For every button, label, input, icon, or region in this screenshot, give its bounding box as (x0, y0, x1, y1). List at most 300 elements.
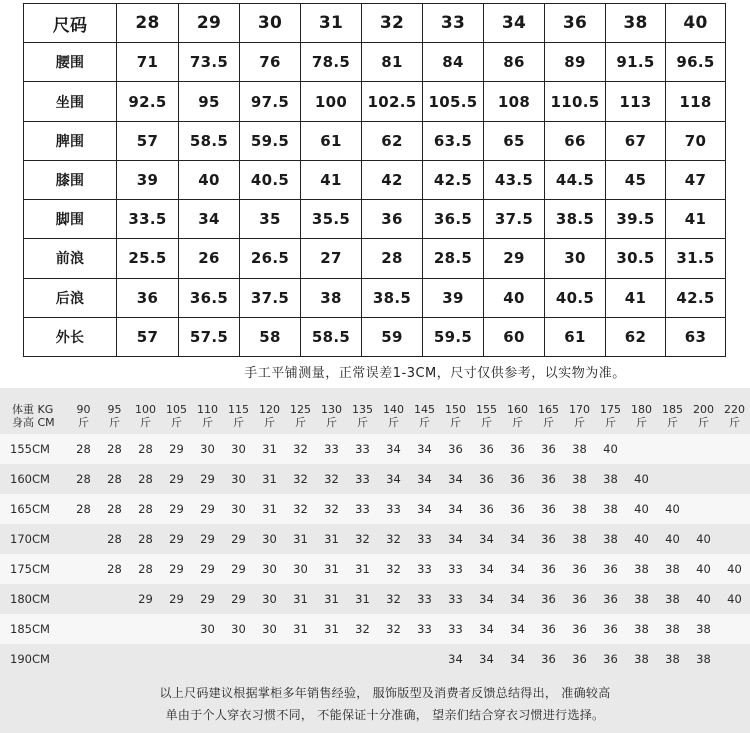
weight-header-cell (626, 398, 657, 434)
recommended-size-cell: 29 (169, 472, 184, 486)
recommended-size-cell: 29 (200, 592, 215, 606)
recommended-size-cell: 33 (409, 614, 440, 644)
weight-value: 165 (538, 403, 559, 416)
recommended-size-cell: 36 (502, 494, 533, 524)
size-header-cell: 32 (362, 4, 423, 43)
weight-unit: 斤 (78, 416, 89, 429)
weight-header-cell (502, 398, 533, 434)
weight-unit: 斤 (574, 416, 585, 429)
recommended-size-cell: 29 (231, 592, 246, 606)
recommended-size-cell: 34 (448, 652, 463, 666)
height-label: 185CM (0, 614, 68, 644)
footer-line-2: 单由于个人穿衣习惯不同， 不能保证十分准确， 望亲们结合穿衣习惯进行选择。 (165, 708, 605, 722)
recommended-size-cell: 34 (510, 532, 525, 546)
size-header-cell: 29 (179, 4, 240, 43)
recommended-size-cell: 38 (564, 434, 595, 464)
recommended-size-cell (285, 644, 316, 674)
recommended-size-cell: 30 (262, 532, 277, 546)
recommended-size-cell: 34 (448, 532, 463, 546)
measure-value: 39 (117, 160, 179, 199)
recommended-size-cell: 38 (603, 472, 618, 486)
weight-header-cell (254, 398, 285, 434)
weight-header-cell (223, 398, 254, 434)
measure-value: 58.5 (301, 317, 362, 356)
recommended-size-cell (347, 644, 378, 674)
recommended-size-cell: 34 (386, 472, 401, 486)
weight-value: 160 (507, 403, 528, 416)
measure-value: 37.5 (484, 200, 545, 239)
weight-header-cell (192, 398, 223, 434)
size-header-cell: 28 (117, 4, 179, 43)
measure-label: 外长 (24, 317, 117, 356)
measure-value: 105.5 (423, 82, 484, 121)
recommended-size-cell: 38 (626, 614, 657, 644)
measure-label: 前浪 (24, 239, 117, 278)
measure-value: 58.5 (179, 121, 240, 160)
recommended-size-cell (99, 614, 130, 644)
recommended-size-cell: 31 (355, 592, 370, 606)
recommended-size-cell: 34 (417, 472, 432, 486)
recommended-size-cell: 31 (262, 472, 277, 486)
recommended-size-cell: 32 (386, 592, 401, 606)
weight-axis-label: 体重 KG (12, 403, 54, 416)
recommended-size-cell: 34 (409, 434, 440, 464)
recommended-size-cell (719, 614, 750, 644)
recommended-size-cell: 34 (502, 554, 533, 584)
weight-header-cell (409, 398, 440, 434)
recommended-size-cell: 30 (254, 554, 285, 584)
recommended-size-cell (719, 644, 750, 674)
weight-unit: 斤 (729, 416, 740, 429)
recommended-size-cell: 31 (293, 592, 308, 606)
recommended-size-cell: 32 (347, 614, 378, 644)
measure-value: 76 (240, 43, 301, 82)
recommended-size-cell: 30 (262, 592, 277, 606)
measure-value: 30 (545, 239, 606, 278)
recommended-size-cell: 40 (595, 434, 626, 464)
measure-value: 65 (484, 121, 545, 160)
measure-value: 73.5 (179, 43, 240, 82)
recommended-size-cell: 29 (169, 532, 184, 546)
recommended-size-cell: 28 (107, 532, 122, 546)
recommended-size-cell: 31 (316, 614, 347, 644)
weight-unit: 斤 (264, 416, 275, 429)
measure-value: 59.5 (240, 121, 301, 160)
measure-value: 40.5 (545, 278, 606, 317)
recommended-size-cell: 36 (533, 494, 564, 524)
measure-value: 61 (301, 121, 362, 160)
weight-value: 105 (166, 403, 187, 416)
recommended-size-cell: 38 (665, 592, 680, 606)
weight-height-header (0, 398, 68, 434)
recommended-size-cell (68, 554, 99, 584)
recommended-size-cell: 31 (285, 614, 316, 644)
measure-value: 33.5 (117, 200, 179, 239)
recommended-size-cell: 36 (603, 652, 618, 666)
recommended-size-cell: 33 (347, 434, 378, 464)
recommended-size-cell: 38 (564, 494, 595, 524)
size-header-label: 尺码 (24, 4, 117, 43)
weight-header-cell (719, 398, 750, 434)
recommended-size-cell: 38 (626, 554, 657, 584)
recommended-size-cell: 40 (665, 532, 680, 546)
recommended-size-cell: 28 (68, 494, 99, 524)
recommended-size-cell (68, 614, 99, 644)
recommended-size-cell: 33 (417, 532, 432, 546)
recommended-size-cell: 36 (595, 554, 626, 584)
measure-value: 38 (301, 278, 362, 317)
recommended-size-cell (254, 644, 285, 674)
recommended-size-cell: 31 (254, 494, 285, 524)
measure-value: 38.5 (362, 278, 423, 317)
recommended-size-cell: 33 (355, 472, 370, 486)
size-header-cell: 38 (606, 4, 666, 43)
weight-header-cell (471, 398, 502, 434)
weight-unit: 斤 (233, 416, 244, 429)
recommended-size-cell: 29 (138, 592, 153, 606)
weight-unit: 斤 (481, 416, 492, 429)
weight-value: 110 (197, 403, 218, 416)
recommended-size-cell: 40 (696, 532, 711, 546)
recommended-size-cell (161, 644, 192, 674)
recommended-size-cell: 29 (192, 494, 223, 524)
recommended-size-cell: 38 (634, 592, 649, 606)
size-measure-row (24, 43, 726, 82)
weight-value: 170 (569, 403, 590, 416)
size-measure-row (24, 317, 726, 356)
measure-value: 63 (666, 317, 726, 356)
weight-unit: 斤 (109, 416, 120, 429)
measure-value: 26 (179, 239, 240, 278)
measure-value: 34 (179, 200, 240, 239)
size-header-cell: 30 (240, 4, 301, 43)
size-header-cell: 36 (545, 4, 606, 43)
measure-value: 95 (179, 82, 240, 121)
weight-unit: 斤 (512, 416, 523, 429)
measure-value: 29 (484, 239, 545, 278)
measure-value: 57 (117, 121, 179, 160)
measure-value: 110.5 (545, 82, 606, 121)
measure-value: 40 (179, 160, 240, 199)
recommended-size-cell: 31 (293, 532, 308, 546)
weight-value: 185 (662, 403, 683, 416)
recommended-size-cell: 32 (285, 434, 316, 464)
measure-label: 膝围 (24, 160, 117, 199)
recommended-size-cell: 30 (254, 614, 285, 644)
weight-header-cell (564, 398, 595, 434)
measure-value: 81 (362, 43, 423, 82)
size-measure-row (24, 200, 726, 239)
recommended-size-cell: 36 (541, 532, 556, 546)
recommended-size-cell: 34 (440, 494, 471, 524)
size-chart-table (23, 3, 726, 357)
recommended-size-cell: 38 (572, 532, 587, 546)
recommendation-row (0, 464, 750, 494)
measure-value: 26.5 (240, 239, 301, 278)
recommended-size-cell: 36 (471, 494, 502, 524)
recommended-size-cell: 38 (696, 652, 711, 666)
weight-value: 220 (724, 403, 745, 416)
recommended-size-cell (192, 644, 223, 674)
recommended-size-cell: 36 (572, 652, 587, 666)
footer-disclaimer (0, 682, 750, 726)
weight-unit: 斤 (357, 416, 368, 429)
recommended-size-cell: 31 (324, 532, 339, 546)
size-measure-row (24, 239, 726, 278)
measure-label: 坐围 (24, 82, 117, 121)
recommended-size-cell (719, 464, 750, 494)
measure-value: 27 (301, 239, 362, 278)
weight-value: 140 (383, 403, 404, 416)
recommendation-row (0, 524, 750, 554)
measure-value: 47 (666, 160, 726, 199)
recommended-size-cell: 34 (479, 652, 494, 666)
recommended-size-cell: 36 (510, 472, 525, 486)
recommended-size-cell: 38 (634, 652, 649, 666)
recommended-size-cell: 32 (316, 494, 347, 524)
recommended-size-cell: 36 (479, 472, 494, 486)
recommended-size-cell (688, 494, 719, 524)
weight-value: 135 (352, 403, 373, 416)
recommended-size-cell (626, 434, 657, 464)
recommended-size-cell: 34 (378, 434, 409, 464)
recommended-size-cell: 31 (324, 592, 339, 606)
measure-value: 31.5 (666, 239, 726, 278)
recommended-size-cell: 33 (417, 592, 432, 606)
recommended-size-cell: 34 (510, 652, 525, 666)
recommended-size-cell: 29 (161, 494, 192, 524)
recommended-size-cell (223, 644, 254, 674)
weight-value: 180 (631, 403, 652, 416)
recommended-size-cell (688, 434, 719, 464)
weight-header-cell (130, 398, 161, 434)
recommended-size-cell: 29 (161, 554, 192, 584)
recommended-size-cell: 40 (626, 494, 657, 524)
recommended-size-cell: 31 (316, 554, 347, 584)
recommended-size-cell: 30 (192, 434, 223, 464)
weight-value: 125 (290, 403, 311, 416)
recommended-size-cell: 32 (324, 472, 339, 486)
weight-header-cell (533, 398, 564, 434)
measure-value: 37.5 (240, 278, 301, 317)
recommended-size-cell: 28 (138, 472, 153, 486)
recommended-size-cell: 36 (533, 434, 564, 464)
recommended-size-cell: 29 (192, 554, 223, 584)
recommended-size-cell: 32 (378, 614, 409, 644)
recommended-size-cell: 36 (440, 434, 471, 464)
height-label: 190CM (10, 652, 50, 666)
measure-value: 91.5 (606, 43, 666, 82)
size-header-cell: 33 (423, 4, 484, 43)
measure-value: 58 (240, 317, 301, 356)
recommended-size-cell: 40 (688, 554, 719, 584)
recommended-size-cell: 32 (285, 494, 316, 524)
weight-header-cell (68, 398, 99, 434)
measurement-note: 手工平铺测量，正常误差1-3CM，尺寸仅供参考，以实物为准。 (244, 366, 626, 381)
recommended-size-cell: 28 (130, 494, 161, 524)
measure-value: 36.5 (423, 200, 484, 239)
recommended-size-cell: 30 (285, 554, 316, 584)
measure-value: 89 (545, 43, 606, 82)
recommended-size-cell: 33 (378, 494, 409, 524)
recommended-size-cell (657, 464, 688, 494)
weight-unit: 斤 (543, 416, 554, 429)
recommended-size-cell: 36 (533, 554, 564, 584)
weight-value: 95 (107, 403, 122, 416)
recommended-size-cell: 32 (386, 532, 401, 546)
recommended-size-cell: 33 (316, 434, 347, 464)
measure-value: 36.5 (179, 278, 240, 317)
measure-label: 后浪 (24, 278, 117, 317)
size-measure-row (24, 82, 726, 121)
measure-value: 57.5 (179, 317, 240, 356)
recommended-size-cell: 28 (107, 472, 122, 486)
recommended-size-cell: 28 (130, 434, 161, 464)
recommendation-row (0, 614, 750, 644)
height-axis-label: 身高 CM (12, 416, 55, 429)
weight-value: 150 (445, 403, 466, 416)
recommendation-row (0, 644, 750, 674)
recommendation-row (0, 584, 750, 614)
recommended-size-cell: 36 (572, 592, 587, 606)
recommendation-header-row (0, 398, 750, 434)
recommended-size-cell (68, 644, 99, 674)
weight-value: 90 (76, 403, 91, 416)
recommended-size-cell: 36 (502, 434, 533, 464)
measure-value: 41 (301, 160, 362, 199)
recommended-size-cell: 30 (231, 472, 246, 486)
recommended-size-cell: 32 (293, 472, 308, 486)
size-header-row (24, 4, 726, 43)
recommended-size-cell: 34 (471, 614, 502, 644)
recommended-size-cell: 28 (130, 554, 161, 584)
recommended-size-cell: 36 (564, 554, 595, 584)
measure-value: 67 (606, 121, 666, 160)
footer-line-1: 以上尺码建议根据掌柜多年销售经验， 服饰版型及消费者反馈总结得出， 准确较高 (159, 686, 611, 700)
recommended-size-cell: 34 (510, 592, 525, 606)
size-measure-row (24, 160, 726, 199)
measure-value: 41 (606, 278, 666, 317)
recommendation-table (0, 398, 750, 674)
recommended-size-cell: 30 (223, 494, 254, 524)
size-header-cell: 40 (666, 4, 726, 43)
weight-header-cell (378, 398, 409, 434)
measure-value: 100 (301, 82, 362, 121)
recommended-size-cell (68, 524, 99, 554)
recommended-size-cell: 38 (657, 554, 688, 584)
weight-header-cell (688, 398, 719, 434)
measure-value: 44.5 (545, 160, 606, 199)
measure-value: 40 (484, 278, 545, 317)
recommended-size-cell: 40 (634, 532, 649, 546)
recommended-size-cell (409, 644, 440, 674)
weight-value: 175 (600, 403, 621, 416)
weight-value: 130 (321, 403, 342, 416)
recommended-size-cell: 29 (223, 554, 254, 584)
measure-value: 35.5 (301, 200, 362, 239)
recommended-size-cell: 36 (533, 614, 564, 644)
weight-header-cell (595, 398, 626, 434)
size-header-cell: 34 (484, 4, 545, 43)
recommended-size-cell: 33 (409, 554, 440, 584)
recommended-size-cell: 36 (541, 652, 556, 666)
weight-header-cell (657, 398, 688, 434)
measure-value: 66 (545, 121, 606, 160)
recommended-size-cell: 31 (254, 434, 285, 464)
measure-value: 43.5 (484, 160, 545, 199)
recommended-size-cell: 33 (448, 592, 463, 606)
recommended-size-cell (378, 644, 409, 674)
recommended-size-cell: 30 (192, 614, 223, 644)
recommended-size-cell (719, 434, 750, 464)
height-label: 160CM (10, 472, 50, 486)
recommended-size-cell (161, 614, 192, 644)
recommended-size-cell: 38 (595, 494, 626, 524)
measure-value: 25.5 (117, 239, 179, 278)
recommendation-row (0, 494, 750, 524)
recommended-size-cell: 36 (564, 614, 595, 644)
measure-value: 118 (666, 82, 726, 121)
weight-header-cell (285, 398, 316, 434)
recommended-size-cell: 34 (502, 614, 533, 644)
recommended-size-cell: 28 (76, 472, 91, 486)
size-header-cell: 31 (301, 4, 362, 43)
recommended-size-cell: 28 (68, 434, 99, 464)
measure-value: 36 (362, 200, 423, 239)
recommended-size-cell: 29 (200, 472, 215, 486)
recommended-size-cell (316, 644, 347, 674)
weight-unit: 斤 (636, 416, 647, 429)
measure-value: 39.5 (606, 200, 666, 239)
measure-value: 36 (117, 278, 179, 317)
recommended-size-cell: 29 (161, 434, 192, 464)
recommended-size-cell: 33 (440, 614, 471, 644)
measure-value: 28 (362, 239, 423, 278)
recommended-size-cell (68, 584, 99, 614)
recommended-size-cell: 28 (99, 434, 130, 464)
weight-unit: 斤 (450, 416, 461, 429)
recommended-size-cell: 38 (603, 532, 618, 546)
measure-value: 113 (606, 82, 666, 121)
measure-label: 腰围 (24, 43, 117, 82)
recommended-size-cell: 28 (99, 554, 130, 584)
recommended-size-cell: 40 (634, 472, 649, 486)
weight-header-cell (347, 398, 378, 434)
measure-value: 61 (545, 317, 606, 356)
weight-header-cell (316, 398, 347, 434)
recommended-size-cell: 32 (355, 532, 370, 546)
measure-value: 102.5 (362, 82, 423, 121)
recommended-size-cell: 28 (99, 494, 130, 524)
measure-value: 41 (666, 200, 726, 239)
recommended-size-cell: 29 (200, 532, 215, 546)
weight-unit: 斤 (202, 416, 213, 429)
recommendation-row (0, 554, 750, 584)
recommended-size-cell (99, 644, 130, 674)
recommended-size-cell: 38 (657, 614, 688, 644)
recommended-size-cell: 29 (231, 532, 246, 546)
height-label: 165CM (0, 494, 68, 524)
weight-unit: 斤 (388, 416, 399, 429)
measure-value: 96.5 (666, 43, 726, 82)
weight-unit: 斤 (295, 416, 306, 429)
measure-value: 84 (423, 43, 484, 82)
measure-value: 40.5 (240, 160, 301, 199)
recommended-size-cell: 32 (378, 554, 409, 584)
weight-header-cell (440, 398, 471, 434)
height-label: 170CM (10, 532, 50, 546)
recommended-size-cell (130, 644, 161, 674)
